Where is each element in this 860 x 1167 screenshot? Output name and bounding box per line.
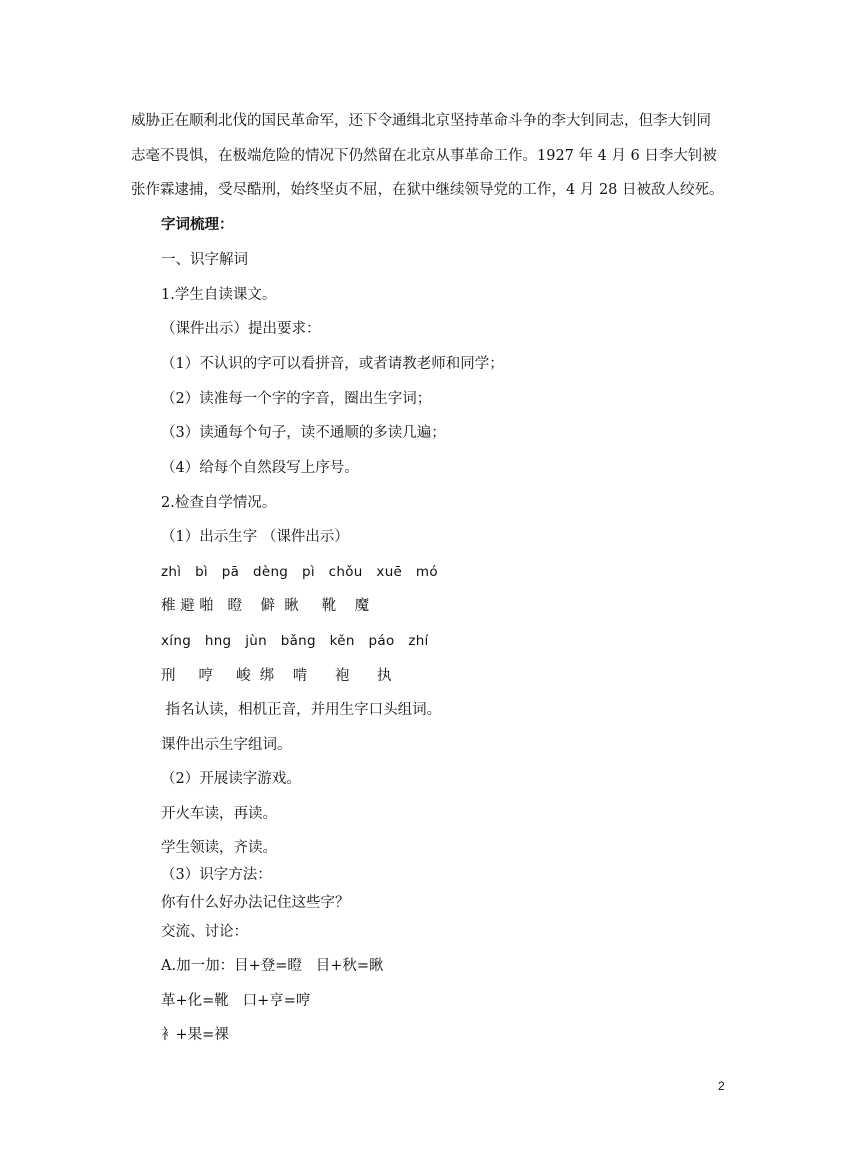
requirement-item-1: （1）不认识的字可以看拼音，或者请教老师和同学； bbox=[161, 356, 504, 372]
add-line-3: 衤+果=裸 bbox=[161, 1027, 229, 1043]
step2-text: 2.检查自学情况。 bbox=[161, 495, 277, 511]
show-chars-text: （1）出示生字 （课件出示） bbox=[161, 529, 349, 545]
method-text: （3）识字方法： bbox=[161, 867, 272, 883]
requirement-item-4: （4）给每个自然段写上序号。 bbox=[161, 460, 359, 476]
page-number: 2 bbox=[718, 1079, 725, 1093]
train-text: 开火车读，再读。 bbox=[161, 806, 277, 822]
part1-heading: 一、识字解词 bbox=[161, 252, 248, 268]
step1-text: 1.学生自读课文。 bbox=[161, 287, 277, 303]
add-line-2: 革+化=靴 口+亨=哼 bbox=[161, 993, 311, 1009]
pinyin-row-1: zhì bì pā dèng pì chǒu xuē mó bbox=[161, 564, 438, 580]
chars-row-1: 稚 避 啪 瞪 僻 瞅 靴 魔 bbox=[161, 598, 370, 614]
pinyin-row-2: xíng hng jùn bǎng kěn páo zhí bbox=[161, 633, 429, 649]
intro-line-2: 志毫不畏惧，在极端危险的情况下仍然留在北京从事革命工作。1927 年 4 月 6 日李大钊被 bbox=[131, 148, 717, 164]
requirement-item-3: （3）读通每个句子，读不通顺的多读几遍； bbox=[161, 425, 446, 441]
question-text: 你有什么好办法记住这些字？ bbox=[161, 895, 350, 911]
intro-line-1: 威胁正在顺利北伐的国民革命军，还下令通缉北京坚持革命斗争的李大钊同志，但李大钊同 bbox=[131, 113, 711, 129]
chars-row-2: 刑 哼 峻 绑 啃 袍 执 bbox=[161, 668, 392, 684]
show-words-text: 课件出示生字组词。 bbox=[161, 737, 292, 753]
requirements-intro: （课件出示）提出要求： bbox=[161, 321, 321, 337]
read-note: 指名认读，相机正音，并用生字口头组词。 bbox=[161, 702, 442, 718]
lead-text: 学生领读，齐读。 bbox=[161, 840, 277, 856]
intro-line-3: 张作霖逮捕，受尽酷刑，始终坚贞不屈，在狱中继续领导党的工作，4 月 28 日被敌人绞死。 bbox=[131, 182, 724, 198]
section-title: 字词梳理： bbox=[161, 216, 234, 233]
requirement-item-2: （2）读准每一个字的字音，圈出生字词； bbox=[161, 391, 432, 407]
discuss-text: 交流、讨论： bbox=[161, 924, 248, 940]
game-text: （2）开展读字游戏。 bbox=[161, 771, 301, 787]
add-line-1: A.加一加：目+登=瞪 目+秋=瞅 bbox=[161, 958, 384, 974]
